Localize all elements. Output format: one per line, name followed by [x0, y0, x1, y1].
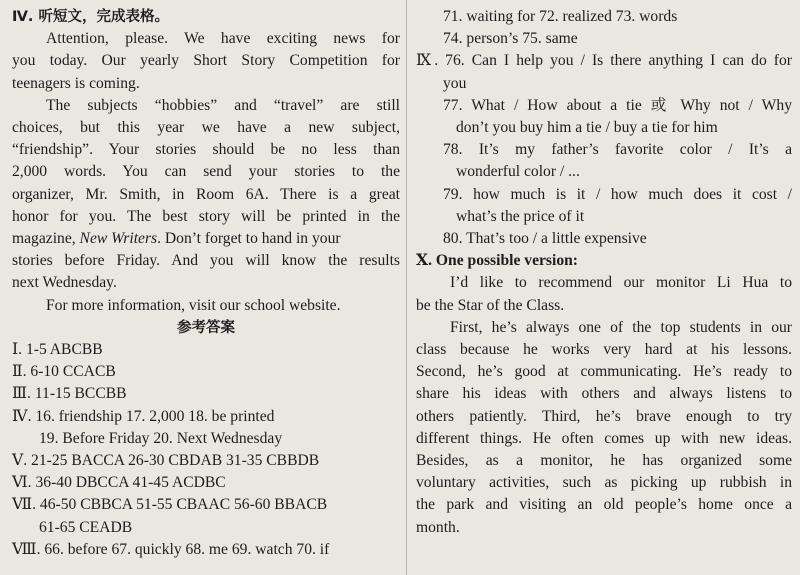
passage-line: honor for you. The best story will be printed in the [12, 207, 400, 225]
answer-line: Ⅲ. 11-15 BCCBB [12, 385, 127, 403]
passage-line: teenagers is coming. [12, 74, 140, 92]
answer-line: Ⅴ. 21-25 BACCA 26-30 CBDAB 31-35 CBBDB [12, 452, 320, 470]
answers-title: 参考答案 [177, 319, 235, 336]
writing-line: I’d like to recommend our monitor Li Hua to [450, 274, 792, 292]
passage-text: magazine, [12, 230, 80, 248]
passage-line: you today. Our yearly Short Story Competition for [12, 52, 400, 70]
writing-line: share his ideas with others and always listens to [416, 385, 792, 403]
answer-line: Ⅱ. 6-10 CCACB [12, 363, 116, 381]
writing-line: Besides, as a monitor, he has organized some [416, 452, 792, 470]
writing-line: class because he works very hard at his lessons. [416, 341, 792, 359]
writing-line: First, he’s always one of the top students in our [450, 318, 792, 336]
answer-line: 79. how much is it / how much does it cost / [443, 185, 792, 203]
writing-line: others patiently. Third, he’s brave enough to try [416, 407, 792, 425]
answer-line: Ⅰ. 1-5 ABCBB [12, 341, 103, 359]
listening-heading: Ⅳ. 听短文，完成表格。 [12, 9, 169, 25]
column-divider [406, 0, 407, 575]
writing-line: voluntary activities, such as picking up rubbish in [416, 474, 792, 492]
answer-line: 71. waiting for 72. realized 73. words [443, 8, 678, 25]
writing-line: be the Star of the Class. [416, 296, 565, 314]
right-column [416, 6, 792, 539]
answer-line: Ⅶ. 46-50 CBBCA 51-55 CBAAC 56-60 BBACB [12, 496, 328, 514]
answer-line: Ⅷ. 66. before 67. quickly 68. me 69. watch 70. if [12, 540, 330, 558]
answer-line: 80. That’s too / a little expensive [443, 230, 647, 248]
passage-line: organizer, Mr. Smith, in Room 6A. There is a great [12, 185, 400, 203]
magazine-name: New Writers [79, 230, 158, 248]
answer-line: 61-65 CEADB [39, 518, 133, 536]
left-column [12, 6, 400, 561]
answer-line: don’t you buy him a tie / buy a tie for him [456, 119, 718, 137]
answer-line: Ⅳ. 16. friendship 17. 2,000 18. be printed [12, 407, 275, 425]
writing-line: different things. He often comes up with new ideas. [416, 429, 792, 447]
passage-line: stories before Friday. And you will know the results [12, 252, 400, 270]
passage-line: choices, but this year we have a new subject, [12, 119, 400, 137]
answer-line: 19. Before Friday 20. Next Wednesday [39, 429, 283, 447]
answer-line: 74. person’s 75. same [443, 30, 578, 48]
passage-text: . Don’t forget to hand in your [157, 230, 341, 248]
answer-line: Ⅵ. 36-40 DBCCA 41-45 ACDBC [12, 474, 226, 492]
writing-line: month. [416, 518, 460, 536]
answer-line: you [443, 74, 467, 92]
answer-line: 77. What / How about a tie 或 Why not / Why [443, 96, 792, 114]
answer-line: 78. It’s my father’s favorite color / It’s a [443, 141, 792, 159]
answer-line: Ⅸ. 76. Can I help you / Is there anything I can do for [416, 52, 792, 70]
passage-line: next Wednesday. [12, 274, 117, 292]
passage-line: The subjects “hobbies” and “travel” are still [46, 96, 400, 114]
writing-line: Second, he’s good at communicating. He’s ready to [416, 363, 792, 381]
answer-line: what’s the price of it [456, 207, 585, 225]
passage-line: “friendship”. Your stories should be no less than [12, 141, 400, 159]
writing-heading: Ⅹ. One possible version: [416, 252, 578, 270]
passage-line: 2,000 words. You can send your stories to the [12, 163, 400, 181]
passage-line: Attention, please. We have exciting news for [46, 30, 400, 48]
answer-line: wonderful color / ... [456, 163, 580, 181]
writing-line: the park and visiting an old people’s home once a [416, 496, 792, 514]
passage-line: For more information, visit our school website. [46, 296, 341, 314]
passage-line [12, 228, 400, 250]
